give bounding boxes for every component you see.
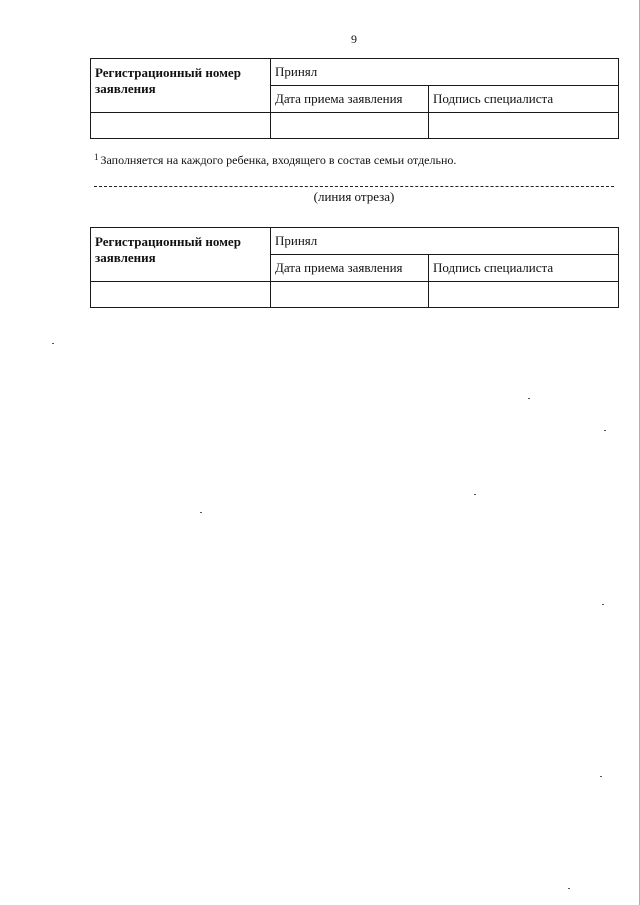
page-number: 9: [351, 32, 357, 46]
date-label: Дата приема заявления: [271, 255, 429, 282]
date-cell[interactable]: [271, 282, 429, 308]
scan-speck: [600, 776, 602, 777]
reg-number-label: Регистрационный номер заявления: [91, 228, 271, 282]
scan-speck: [52, 343, 54, 344]
signature-label: Подпись специалиста: [429, 255, 619, 282]
scan-speck: [474, 494, 476, 495]
table-row: [91, 113, 619, 139]
signature-cell[interactable]: [429, 282, 619, 308]
scan-speck: [602, 604, 604, 605]
registration-table-bottom: [90, 227, 619, 308]
signature-cell[interactable]: [429, 113, 619, 139]
footnote-text: Заполняется на каждого ребенка, входящего в состав семьи отдельно.: [100, 153, 457, 167]
cut-line: [94, 186, 614, 187]
scan-speck: [200, 512, 202, 513]
accepted-label: Принял: [271, 59, 619, 86]
footnote-marker: 1: [94, 152, 99, 162]
date-cell[interactable]: [271, 113, 429, 139]
reg-number-cell[interactable]: [91, 113, 271, 139]
scan-speck: [604, 430, 606, 431]
reg-number-cell[interactable]: [91, 282, 271, 308]
table-row: [91, 282, 619, 308]
footnote: [94, 152, 456, 168]
scan-speck: [568, 888, 570, 889]
signature-label: Подпись специалиста: [429, 86, 619, 113]
cut-line-caption: (линия отреза): [313, 189, 395, 204]
scan-speck: [528, 398, 530, 399]
registration-table-top: [90, 58, 619, 139]
accepted-label: Принял: [271, 228, 619, 255]
reg-number-label: Регистрационный номер заявления: [91, 59, 271, 113]
date-label: Дата приема заявления: [271, 86, 429, 113]
